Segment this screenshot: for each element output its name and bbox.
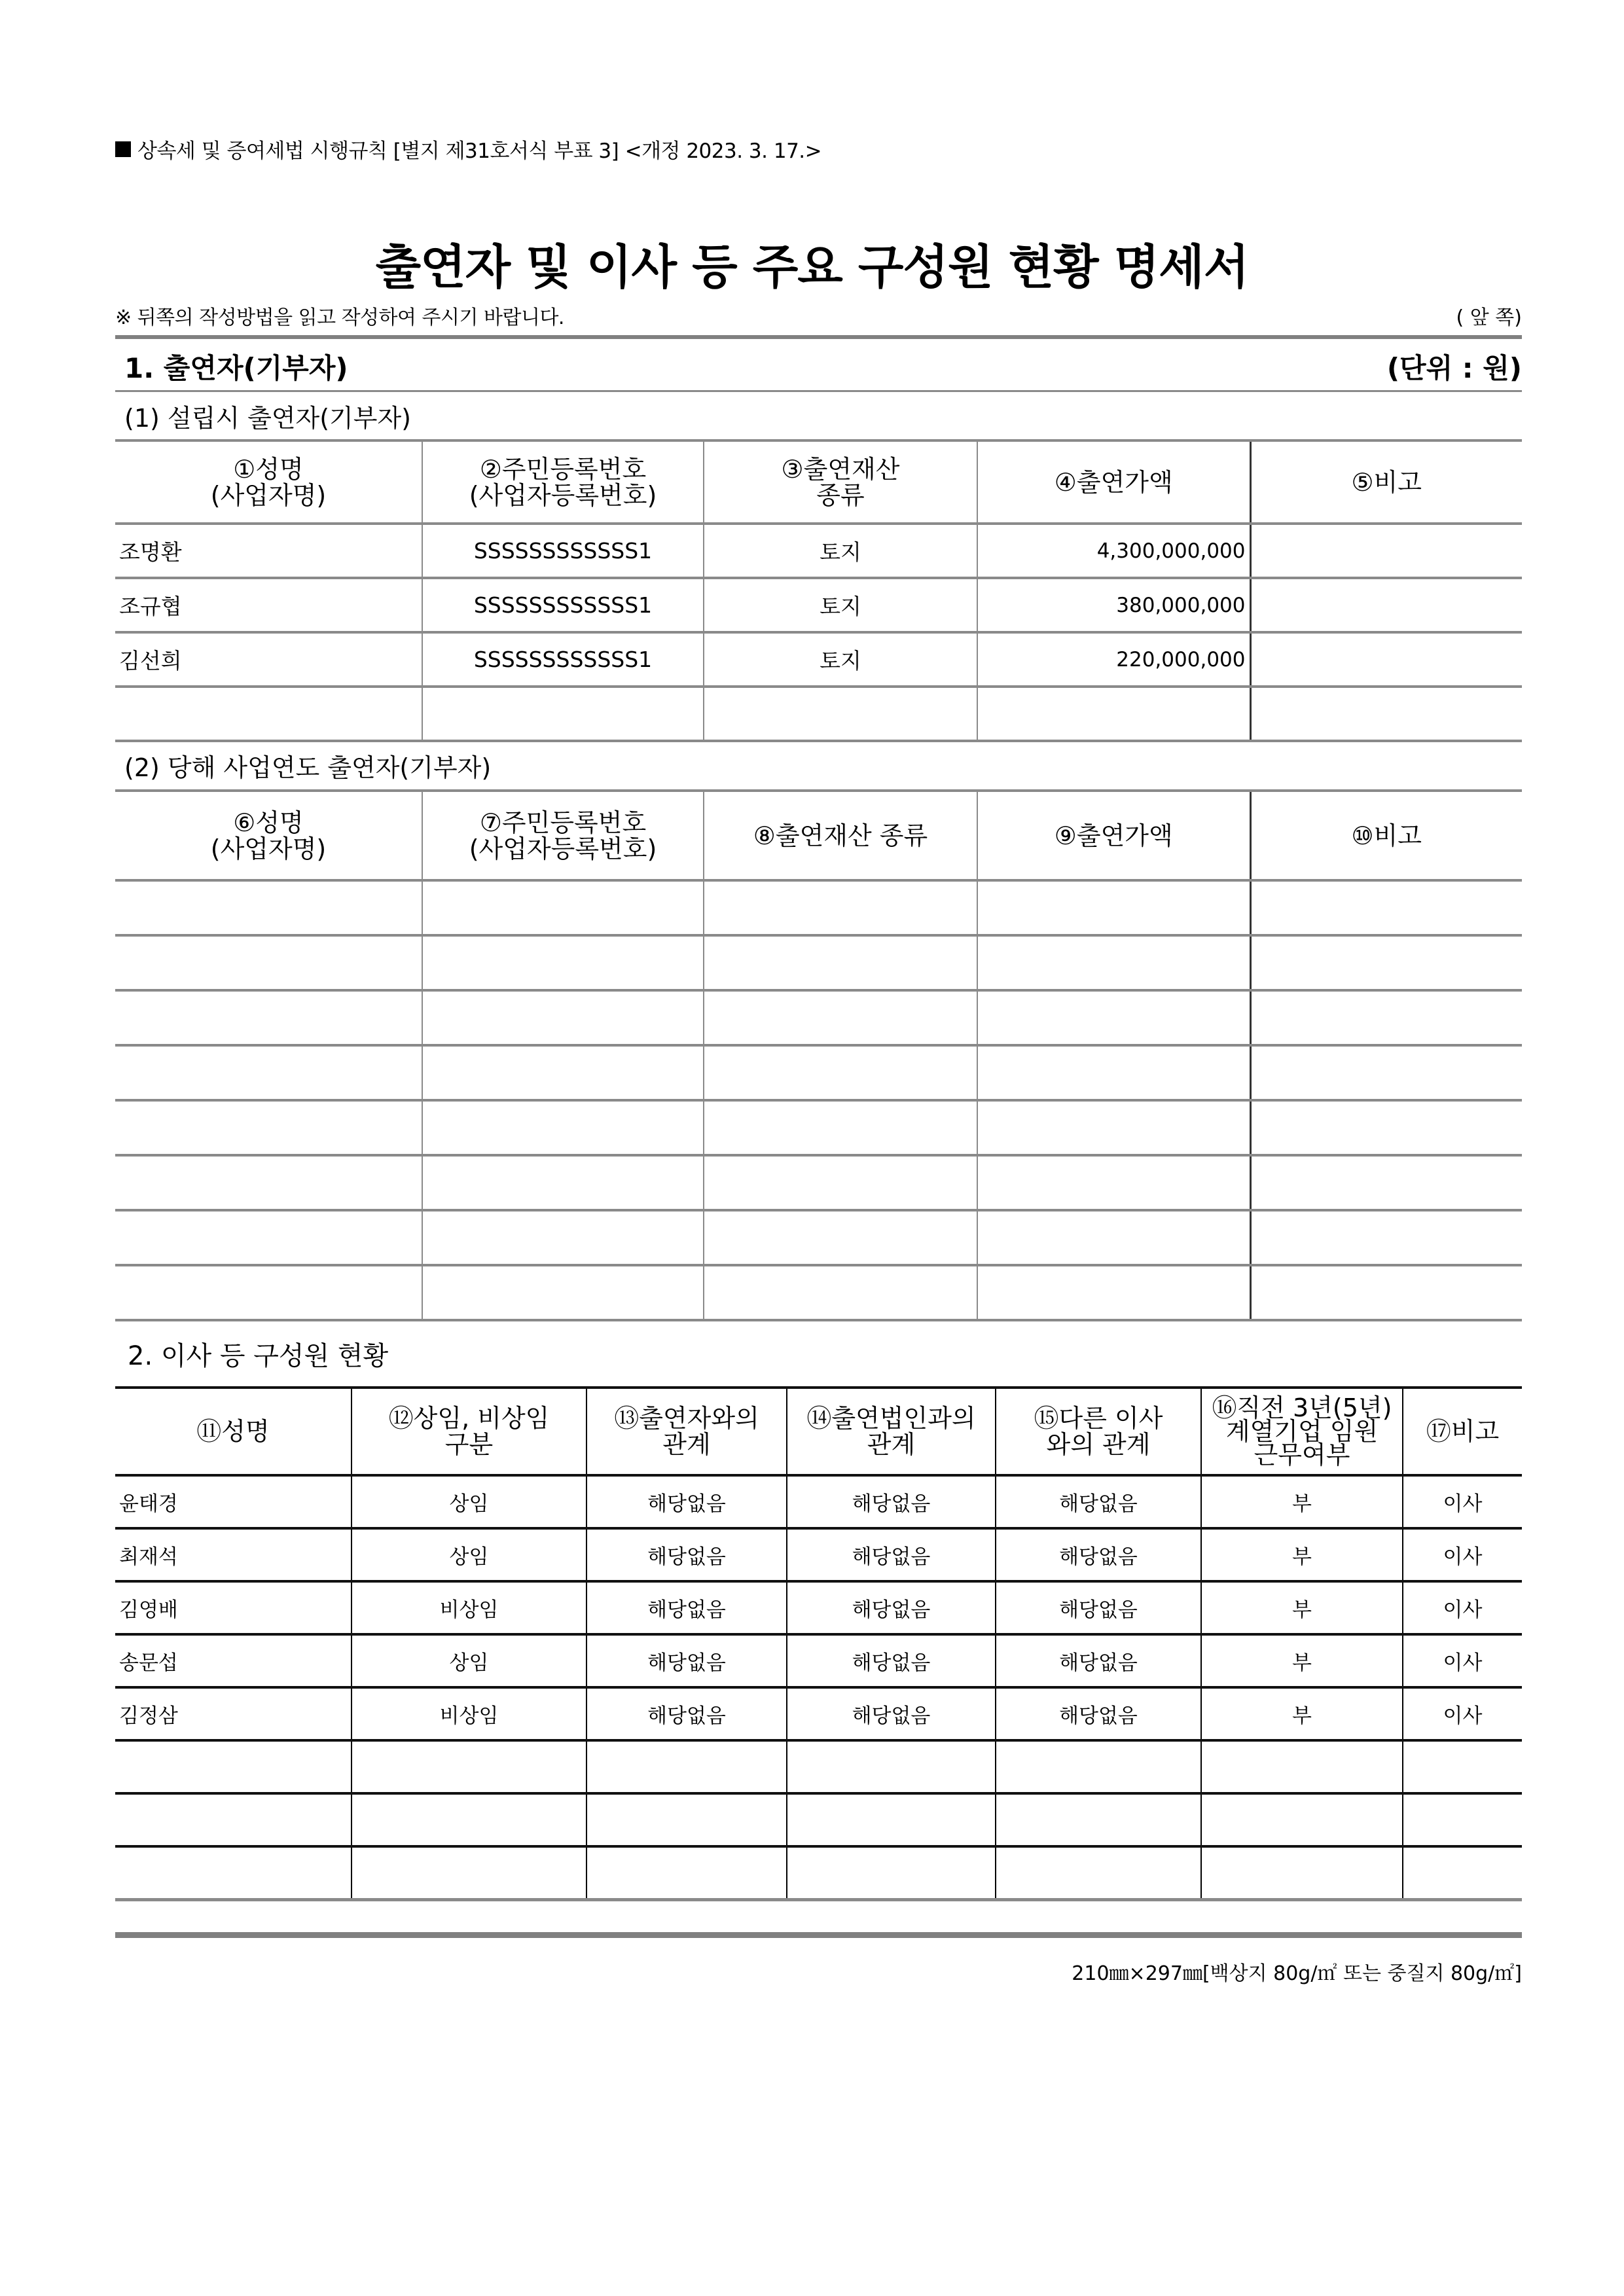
table-row [115,632,1522,687]
cell-amount[interactable] [977,1265,1250,1320]
cell-standing-type[interactable]: 상임 [352,1528,586,1581]
cell-remarks[interactable] [1250,1265,1522,1320]
cell-remarks[interactable]: 이사 [1403,1581,1522,1634]
col-header-remarks: ⑰비고 [1403,1388,1522,1475]
col-header-rel-corp: ⑭출연법인과의 관계 [787,1388,996,1475]
cell-remarks[interactable] [1250,1210,1522,1265]
col-header-amount: ⑨출연가액 [977,791,1250,880]
divider [115,335,1522,339]
col-header-remarks: ⑤비고 [1250,440,1522,524]
col-header-affiliate-exec: ⑯직전 3년(5년) 계열기업 임원 근무여부 [1201,1388,1403,1475]
cell-name[interactable] [115,1155,422,1210]
table-row [115,1634,1522,1687]
cell-name[interactable] [115,1210,422,1265]
cell-asset-type[interactable]: 토지 [704,632,977,687]
page-side-label: ( 앞 쪽) [1456,306,1522,329]
cell-rel-corp[interactable] [787,1740,996,1793]
cell-standing-type[interactable] [352,1740,586,1793]
cell-rel-corp[interactable] [787,1846,996,1899]
form-reference-text: 상속세 및 증여세법 시행규칙 [별지 제31호서식 부표 3] <개정 2023. 3. 17.> [137,139,822,163]
cell-name[interactable]: 조명환 [115,524,422,578]
cell-id-number[interactable] [422,1045,704,1100]
table-header-row [115,791,1522,880]
cell-remarks[interactable] [1250,1155,1522,1210]
cell-name[interactable]: 최재석 [115,1528,352,1581]
current-year-contributors-table [115,789,1522,1321]
cell-name[interactable] [115,1265,422,1320]
cell-amount[interactable] [977,1045,1250,1100]
cell-remarks[interactable] [1250,880,1522,935]
section1-heading: 1. 출연자(기부자) [124,352,348,384]
table-row [115,687,1522,741]
cell-amount[interactable] [977,1210,1250,1265]
cell-name[interactable] [115,687,422,741]
table-header-row [115,440,1522,524]
cell-affiliate-exec[interactable]: 부 [1201,1475,1403,1528]
table-row [115,1155,1522,1210]
table-row [115,524,1522,578]
cell-rel-corp[interactable]: 해당없음 [787,1581,996,1634]
cell-amount[interactable]: 220,000,000 [977,632,1250,687]
cell-name[interactable]: 김선희 [115,632,422,687]
founding-contributors-table [115,439,1522,742]
table-row [115,1045,1522,1100]
col-header-rel-directors: ⑮다른 이사 와의 관계 [996,1388,1201,1475]
cell-id-number[interactable] [422,880,704,935]
cell-id-number[interactable] [422,1265,704,1320]
cell-name[interactable]: 김영배 [115,1581,352,1634]
cell-remarks[interactable]: 이사 [1403,1687,1522,1740]
col-header-rel-contributor: ⑬출연자와의 관계 [586,1388,787,1475]
cell-rel-directors[interactable]: 해당없음 [996,1687,1201,1740]
cell-remarks[interactable] [1250,524,1522,578]
cell-rel-corp[interactable]: 해당없음 [787,1528,996,1581]
cell-rel-directors[interactable]: 해당없음 [996,1475,1201,1528]
bottom-divider [115,1932,1522,1938]
paper-spec-footer: 210㎜×297㎜[백상지 80g/㎡ 또는 중질지 80g/㎡] [1072,1962,1522,1985]
cell-asset-type[interactable] [704,1100,977,1155]
table-row [115,1581,1522,1634]
cell-rel-contributor[interactable]: 해당없음 [586,1475,787,1528]
cell-rel-corp[interactable]: 해당없음 [787,1687,996,1740]
cell-id-number[interactable] [422,935,704,990]
col-header-amount: ④출연가액 [977,440,1250,524]
table-row [115,1793,1522,1846]
cell-rel-contributor[interactable]: 해당없음 [586,1687,787,1740]
cell-rel-directors[interactable] [996,1793,1201,1846]
cell-amount[interactable] [977,1100,1250,1155]
cell-rel-corp[interactable]: 해당없음 [787,1634,996,1687]
cell-affiliate-exec[interactable] [1201,1793,1403,1846]
col-header-id-number: ⑦주민등록번호 (사업자등록번호) [422,791,704,880]
cell-rel-contributor[interactable]: 해당없음 [586,1581,787,1634]
table-row [115,578,1522,632]
page-title: 출연자 및 이사 등 주요 구성원 현황 명세서 [375,240,1249,295]
cell-rel-contributor[interactable] [586,1740,787,1793]
cell-rel-corp[interactable]: 해당없음 [787,1475,996,1528]
col-header-remarks: ⑩비고 [1250,791,1522,880]
table-row [115,1475,1522,1528]
table-row [115,1210,1522,1265]
cell-rel-directors[interactable]: 해당없음 [996,1581,1201,1634]
table-row [115,1265,1522,1320]
cell-asset-type[interactable] [704,1045,977,1100]
cell-name[interactable]: 김정삼 [115,1687,352,1740]
cell-name[interactable] [115,1740,352,1793]
cell-asset-type[interactable]: 토지 [704,578,977,632]
cell-rel-directors[interactable] [996,1740,1201,1793]
cell-asset-type[interactable] [704,990,977,1045]
cell-remarks[interactable]: 이사 [1403,1475,1522,1528]
cell-name[interactable] [115,990,422,1045]
cell-name[interactable]: 송문섭 [115,1634,352,1687]
cell-name[interactable] [115,880,422,935]
cell-standing-type[interactable] [352,1846,586,1899]
cell-remarks[interactable]: 이사 [1403,1528,1522,1581]
cell-remarks[interactable] [1403,1793,1522,1846]
cell-asset-type[interactable] [704,1210,977,1265]
table-header-row [115,1388,1522,1475]
table-row [115,990,1522,1045]
cell-id-number[interactable]: SSSSSSSSSSSS1 [422,578,704,632]
cell-amount[interactable] [977,880,1250,935]
cell-standing-type[interactable]: 상임 [352,1475,586,1528]
cell-rel-corp[interactable] [787,1793,996,1846]
table-row [115,935,1522,990]
cell-amount[interactable]: 4,300,000,000 [977,524,1250,578]
cell-id-number[interactable] [422,687,704,741]
cell-rel-contributor[interactable] [586,1846,787,1899]
col-header-asset-type: ③출연재산 종류 [704,440,977,524]
col-header-standing-type: ⑫상임, 비상임 구분 [352,1388,586,1475]
col-header-name: ⑥성명 (사업자명) [115,791,422,880]
cell-asset-type[interactable] [704,1155,977,1210]
cell-amount[interactable] [977,935,1250,990]
cell-id-number[interactable]: SSSSSSSSSSSS1 [422,524,704,578]
cell-amount[interactable]: 380,000,000 [977,578,1250,632]
cell-remarks[interactable] [1250,1100,1522,1155]
cell-standing-type[interactable]: 상임 [352,1634,586,1687]
table-row [115,1528,1522,1581]
cell-standing-type[interactable]: 비상임 [352,1687,586,1740]
cell-remarks[interactable] [1403,1740,1522,1793]
cell-rel-contributor[interactable]: 해당없음 [586,1634,787,1687]
cell-id-number[interactable]: SSSSSSSSSSSS1 [422,632,704,687]
cell-amount[interactable] [977,1155,1250,1210]
cell-rel-contributor[interactable]: 해당없음 [586,1528,787,1581]
col-header-name: ①성명 (사업자명) [115,440,422,524]
col-header-asset-type: ⑧출연재산 종류 [704,791,977,880]
cell-id-number[interactable] [422,1100,704,1155]
square-bullet-icon [115,141,131,157]
cell-asset-type[interactable] [704,880,977,935]
table-row [115,1846,1522,1899]
table-row [115,1687,1522,1740]
unit-label: (단위 : 원) [1386,352,1522,384]
board-members-table [115,1386,1522,1901]
cell-name[interactable]: 윤태경 [115,1475,352,1528]
cell-asset-type[interactable] [704,687,977,741]
cell-affiliate-exec[interactable] [1201,1846,1403,1899]
cell-remarks[interactable] [1403,1846,1522,1899]
cell-standing-type[interactable] [352,1793,586,1846]
cell-rel-directors[interactable] [996,1846,1201,1899]
section2-heading: 2. 이사 등 구성원 현황 [128,1341,389,1371]
cell-affiliate-exec[interactable]: 부 [1201,1581,1403,1634]
cell-name[interactable] [115,935,422,990]
cell-name[interactable]: 조규협 [115,578,422,632]
cell-id-number[interactable] [422,990,704,1045]
sub2-heading: (2) 당해 사업연도 출연자(기부자) [124,753,492,782]
table-row [115,880,1522,935]
cell-name[interactable] [115,1100,422,1155]
cell-name[interactable] [115,1846,352,1899]
cell-standing-type[interactable]: 비상임 [352,1581,586,1634]
cell-asset-type[interactable]: 토지 [704,524,977,578]
cell-rel-directors[interactable]: 해당없음 [996,1528,1201,1581]
cell-amount[interactable] [977,990,1250,1045]
cell-remarks[interactable] [1250,990,1522,1045]
instruction-note: ※ 뒤쪽의 작성방법을 읽고 작성하여 주시기 바랍니다. [115,306,564,329]
cell-remarks[interactable]: 이사 [1403,1634,1522,1687]
cell-rel-directors[interactable]: 해당없음 [996,1634,1201,1687]
sub1-heading: (1) 설립시 출연자(기부자) [124,404,412,433]
col-header-id-number: ②주민등록번호 (사업자등록번호) [422,440,704,524]
cell-asset-type[interactable] [704,935,977,990]
cell-remarks[interactable] [1250,935,1522,990]
cell-rel-contributor[interactable] [586,1793,787,1846]
cell-name[interactable] [115,1045,422,1100]
table-row [115,1100,1522,1155]
cell-remarks[interactable] [1250,687,1522,741]
form-reference [115,134,821,164]
cell-name[interactable] [115,1793,352,1846]
col-header-name: ⑪성명 [115,1388,352,1475]
cell-affiliate-exec[interactable]: 부 [1201,1528,1403,1581]
cell-affiliate-exec[interactable] [1201,1740,1403,1793]
cell-remarks[interactable] [1250,1045,1522,1100]
cell-id-number[interactable] [422,1210,704,1265]
divider [115,390,1522,392]
cell-remarks[interactable] [1250,632,1522,687]
cell-asset-type[interactable] [704,1265,977,1320]
cell-amount[interactable] [977,687,1250,741]
cell-affiliate-exec[interactable]: 부 [1201,1634,1403,1687]
table-row [115,1740,1522,1793]
cell-affiliate-exec[interactable]: 부 [1201,1687,1403,1740]
cell-id-number[interactable] [422,1155,704,1210]
cell-remarks[interactable] [1250,578,1522,632]
